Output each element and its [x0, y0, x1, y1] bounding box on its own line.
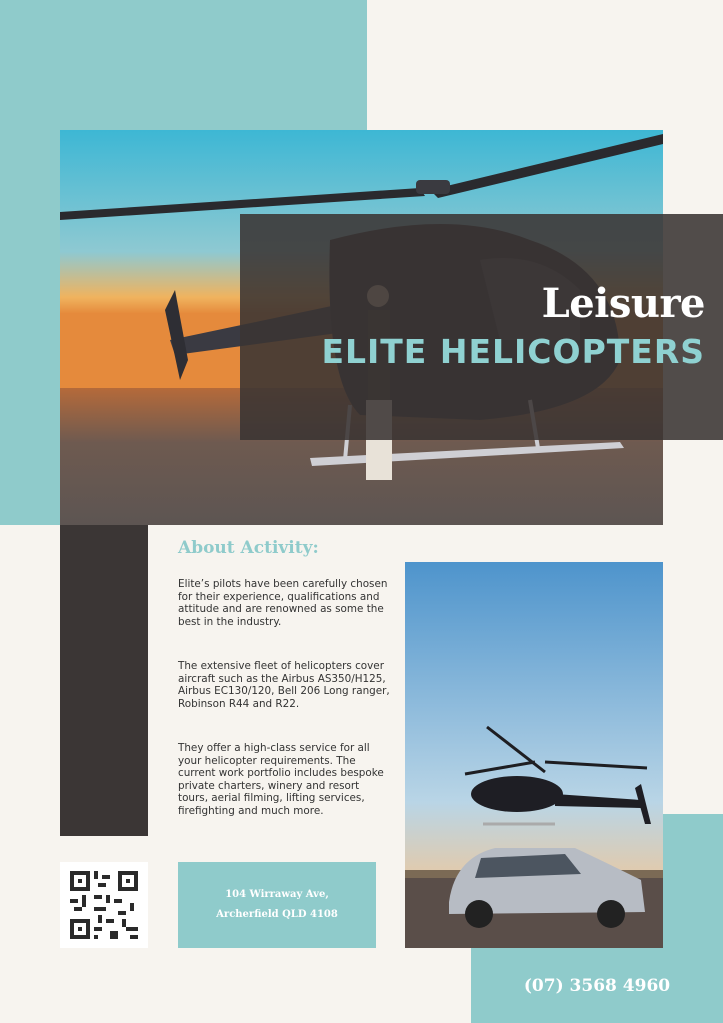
title-leisure: Leisure	[541, 280, 705, 327]
address-card	[178, 862, 376, 948]
phone-number[interactable]: (07) 3568 4960	[523, 975, 671, 996]
helicopter-car-photo	[405, 562, 663, 948]
address-line-2: Archerfield QLD 4108	[216, 909, 338, 920]
qr-code-icon	[70, 871, 138, 939]
qr-code[interactable]	[60, 862, 148, 948]
about-paragraph-2: The extensive fleet of helicopters cover aircraft such as the Airbus AS350/H125, Airbus EC130/120, Bell 206 Long ranger, Robinson R44 and R22.	[178, 660, 390, 710]
title-brand-name: ELITE HELICOPTERS	[321, 332, 705, 371]
title-overlay-panel	[240, 214, 723, 440]
address-line-1: 104 Wirraway Ave,	[225, 889, 329, 900]
about-paragraph-1: Elite’s pilots have been carefully chosen for their experience, qualifications and attitude and are renowned as some the best in the industry.	[178, 578, 388, 628]
phone-banner	[471, 948, 723, 1023]
about-paragraph-3: They offer a high-class service for all your helicopter requirements. The current work portfolio includes bespoke private charters, winery and resort tours, aerial filming, lifting services, firefighting and much more.	[178, 742, 384, 817]
about-heading: About Activity:	[178, 538, 319, 558]
